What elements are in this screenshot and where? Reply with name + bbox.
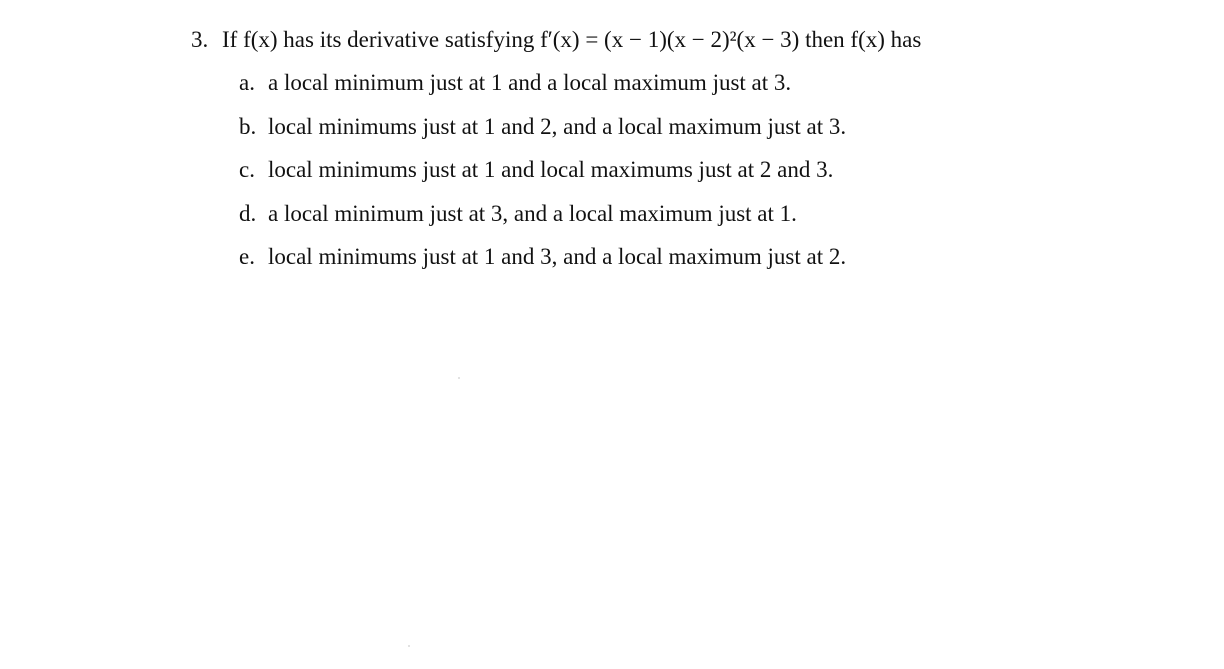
option-a bbox=[239, 67, 846, 111]
option-text: a local minimum just at 1 and a local maximum just at 3. bbox=[268, 70, 792, 95]
option-text: local minimums just at 1 and local maximums just at 2 and 3. bbox=[268, 157, 834, 182]
option-text: a local minimum just at 3, and a local maximum just at 1. bbox=[268, 200, 797, 226]
question-3 bbox=[191, 24, 921, 56]
option-letter: c. bbox=[239, 157, 255, 182]
option-b bbox=[239, 111, 846, 155]
option-letter: b. bbox=[239, 113, 257, 139]
option-text: local minimums just at 1 and 3, and a local maximum just at 2. bbox=[268, 244, 847, 269]
option-text: local minimums just at 1 and 2, and a local maximum just at 3. bbox=[268, 113, 847, 139]
option-letter: d. bbox=[239, 200, 257, 226]
option-letter: a. bbox=[239, 70, 255, 95]
answer-options bbox=[239, 67, 846, 285]
option-letter: e. bbox=[239, 244, 255, 269]
scan-speck bbox=[408, 645, 410, 647]
question-number: 3. bbox=[191, 27, 209, 52]
question-text: If f(x) has its derivative satisfying f′(x) = (x − 1)(x − 2)²(x − 3) then f(x) has bbox=[222, 27, 922, 52]
scan-speck bbox=[458, 377, 460, 379]
option-d bbox=[239, 198, 846, 242]
option-c bbox=[239, 154, 846, 198]
option-e bbox=[239, 241, 846, 285]
